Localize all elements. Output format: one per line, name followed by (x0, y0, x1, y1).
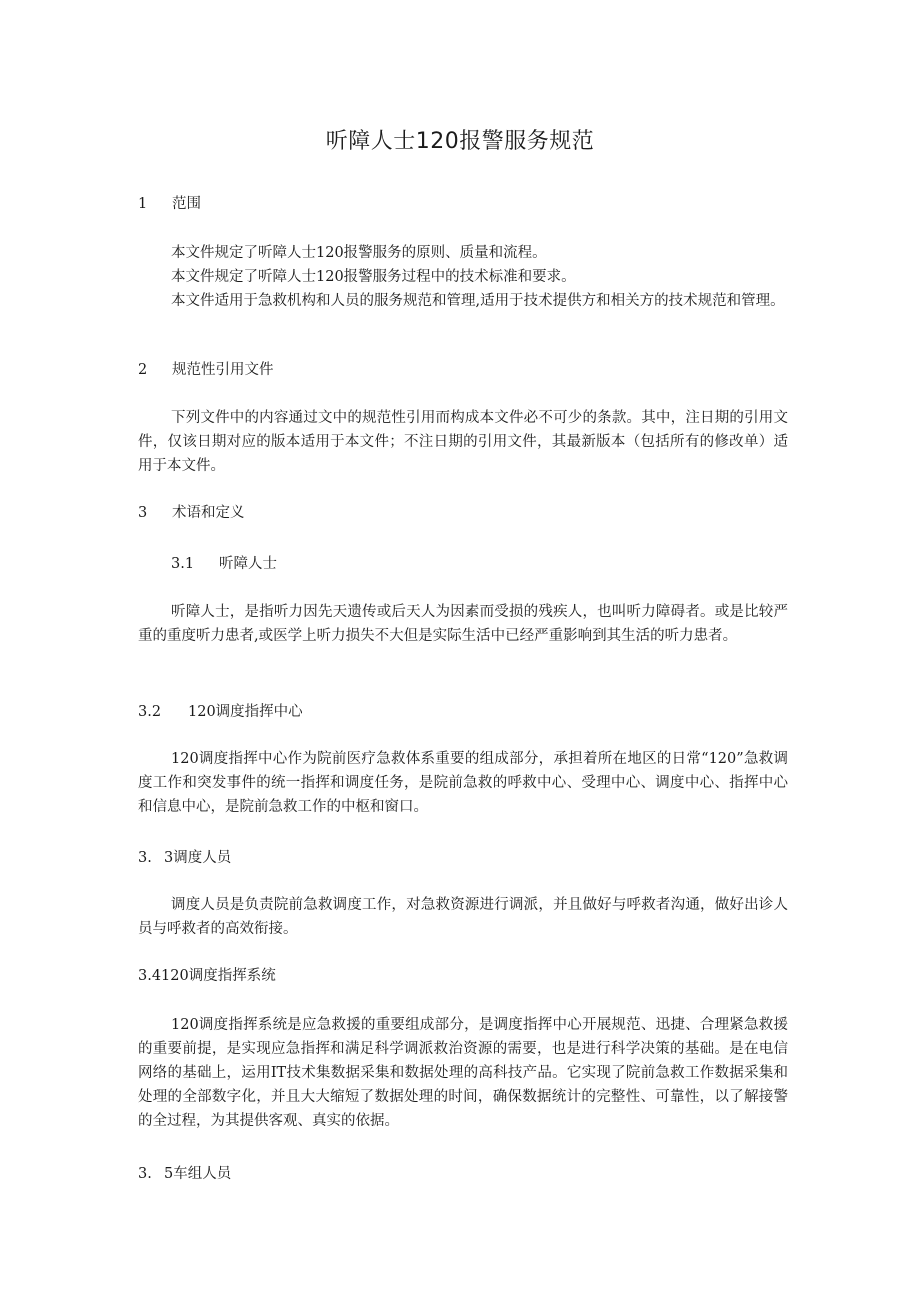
subsection-3-5-heading (138, 1164, 231, 1184)
subsection-title: 听障人士 (219, 556, 277, 572)
subsection-number: 3.1 (171, 556, 195, 572)
paragraph: 听障人士，是指听力因先天遗传或后天人为因素而受损的残疾人，也叫听力障碍者。或是比较严重的重度听力患者,或医学上听力损失不大但是实际生活中已经严重影响到其生活的听力患者。 (138, 604, 788, 644)
paragraph: 调度人员是负责院前急救调度工作，对急救资源进行调派，并且做好与呼救者沟通，做好出诊人员与呼救者的高效衔接。 (138, 897, 788, 937)
section-title: 规范性引用文件 (172, 362, 274, 378)
paragraph: 120调度指挥中心作为院前医疗急救体系重要的组成部分，承担着所在地区的日常“120”急救调度工作和突发事件的统一指挥和调度任务，是院前急救的呼救中心、受理中心、调度中心、指挥中心和信息中心，是院前急救工作的中枢和窗口。 (138, 751, 788, 815)
subsection-3-1-heading (171, 554, 277, 574)
section-2-heading (138, 360, 274, 380)
subsection-title: 3调度人员 (164, 850, 232, 866)
section-number: 1 (138, 196, 148, 212)
subsection-3-2-heading (138, 702, 303, 722)
subsection-number: 3. (138, 850, 152, 866)
paragraph: 下列文件中的内容通过文中的规范性引用而构成本文件必不可少的条款。其中，注日期的引用文件，仅该日期对应的版本适用于本文件；不注日期的引用文件，其最新版本（包括所有的修改单）适用于本文件。 (138, 410, 788, 474)
section-1-heading (138, 194, 201, 214)
subsection-number: 3. (138, 1166, 152, 1182)
paragraph: 120调度指挥系统是应急救援的重要组成部分，是调度指挥中心开展规范、迅捷、合理紧急救援的重要前提，是实现应急指挥和满足科学调派救治资源的需要，也是进行科学决策的基础。是在电信网络的基础上，运用IT技术集数据采集和数据处理的高科技产品。它实现了院前急救工作数据采集和处理的全部数字化，并且大大缩短了数据处理的时间，确保数据统计的完整性、可靠性，以了解接警的全过程，为其提供客观、真实的依据。 (138, 1017, 788, 1129)
subsection-3-4-heading: 3.4120调度指挥系统 (138, 968, 276, 984)
subsection-3-3-heading (138, 848, 231, 868)
subsection-number: 3.2 (138, 704, 162, 720)
paragraph: 本文件规定了听障人士120报警服务的原则、质量和流程。 (171, 245, 547, 261)
section-3-heading (138, 503, 245, 523)
subsection-title: 120调度指挥中心 (188, 704, 303, 720)
document-title: 听障人士120报警服务规范 (325, 129, 595, 154)
section-number: 3 (138, 505, 148, 521)
section-number: 2 (138, 362, 148, 378)
paragraph: 本文件规定了听障人士120报警服务过程中的技术标准和要求。 (171, 269, 576, 285)
section-title: 术语和定义 (172, 505, 245, 521)
paragraph: 本文件适用于急救机构和人员的服务规范和管理,适用于技术提供方和相关方的技术规范和管理。 (171, 293, 785, 309)
subsection-title: 5车组人员 (164, 1166, 232, 1182)
section-title: 范围 (172, 196, 201, 212)
